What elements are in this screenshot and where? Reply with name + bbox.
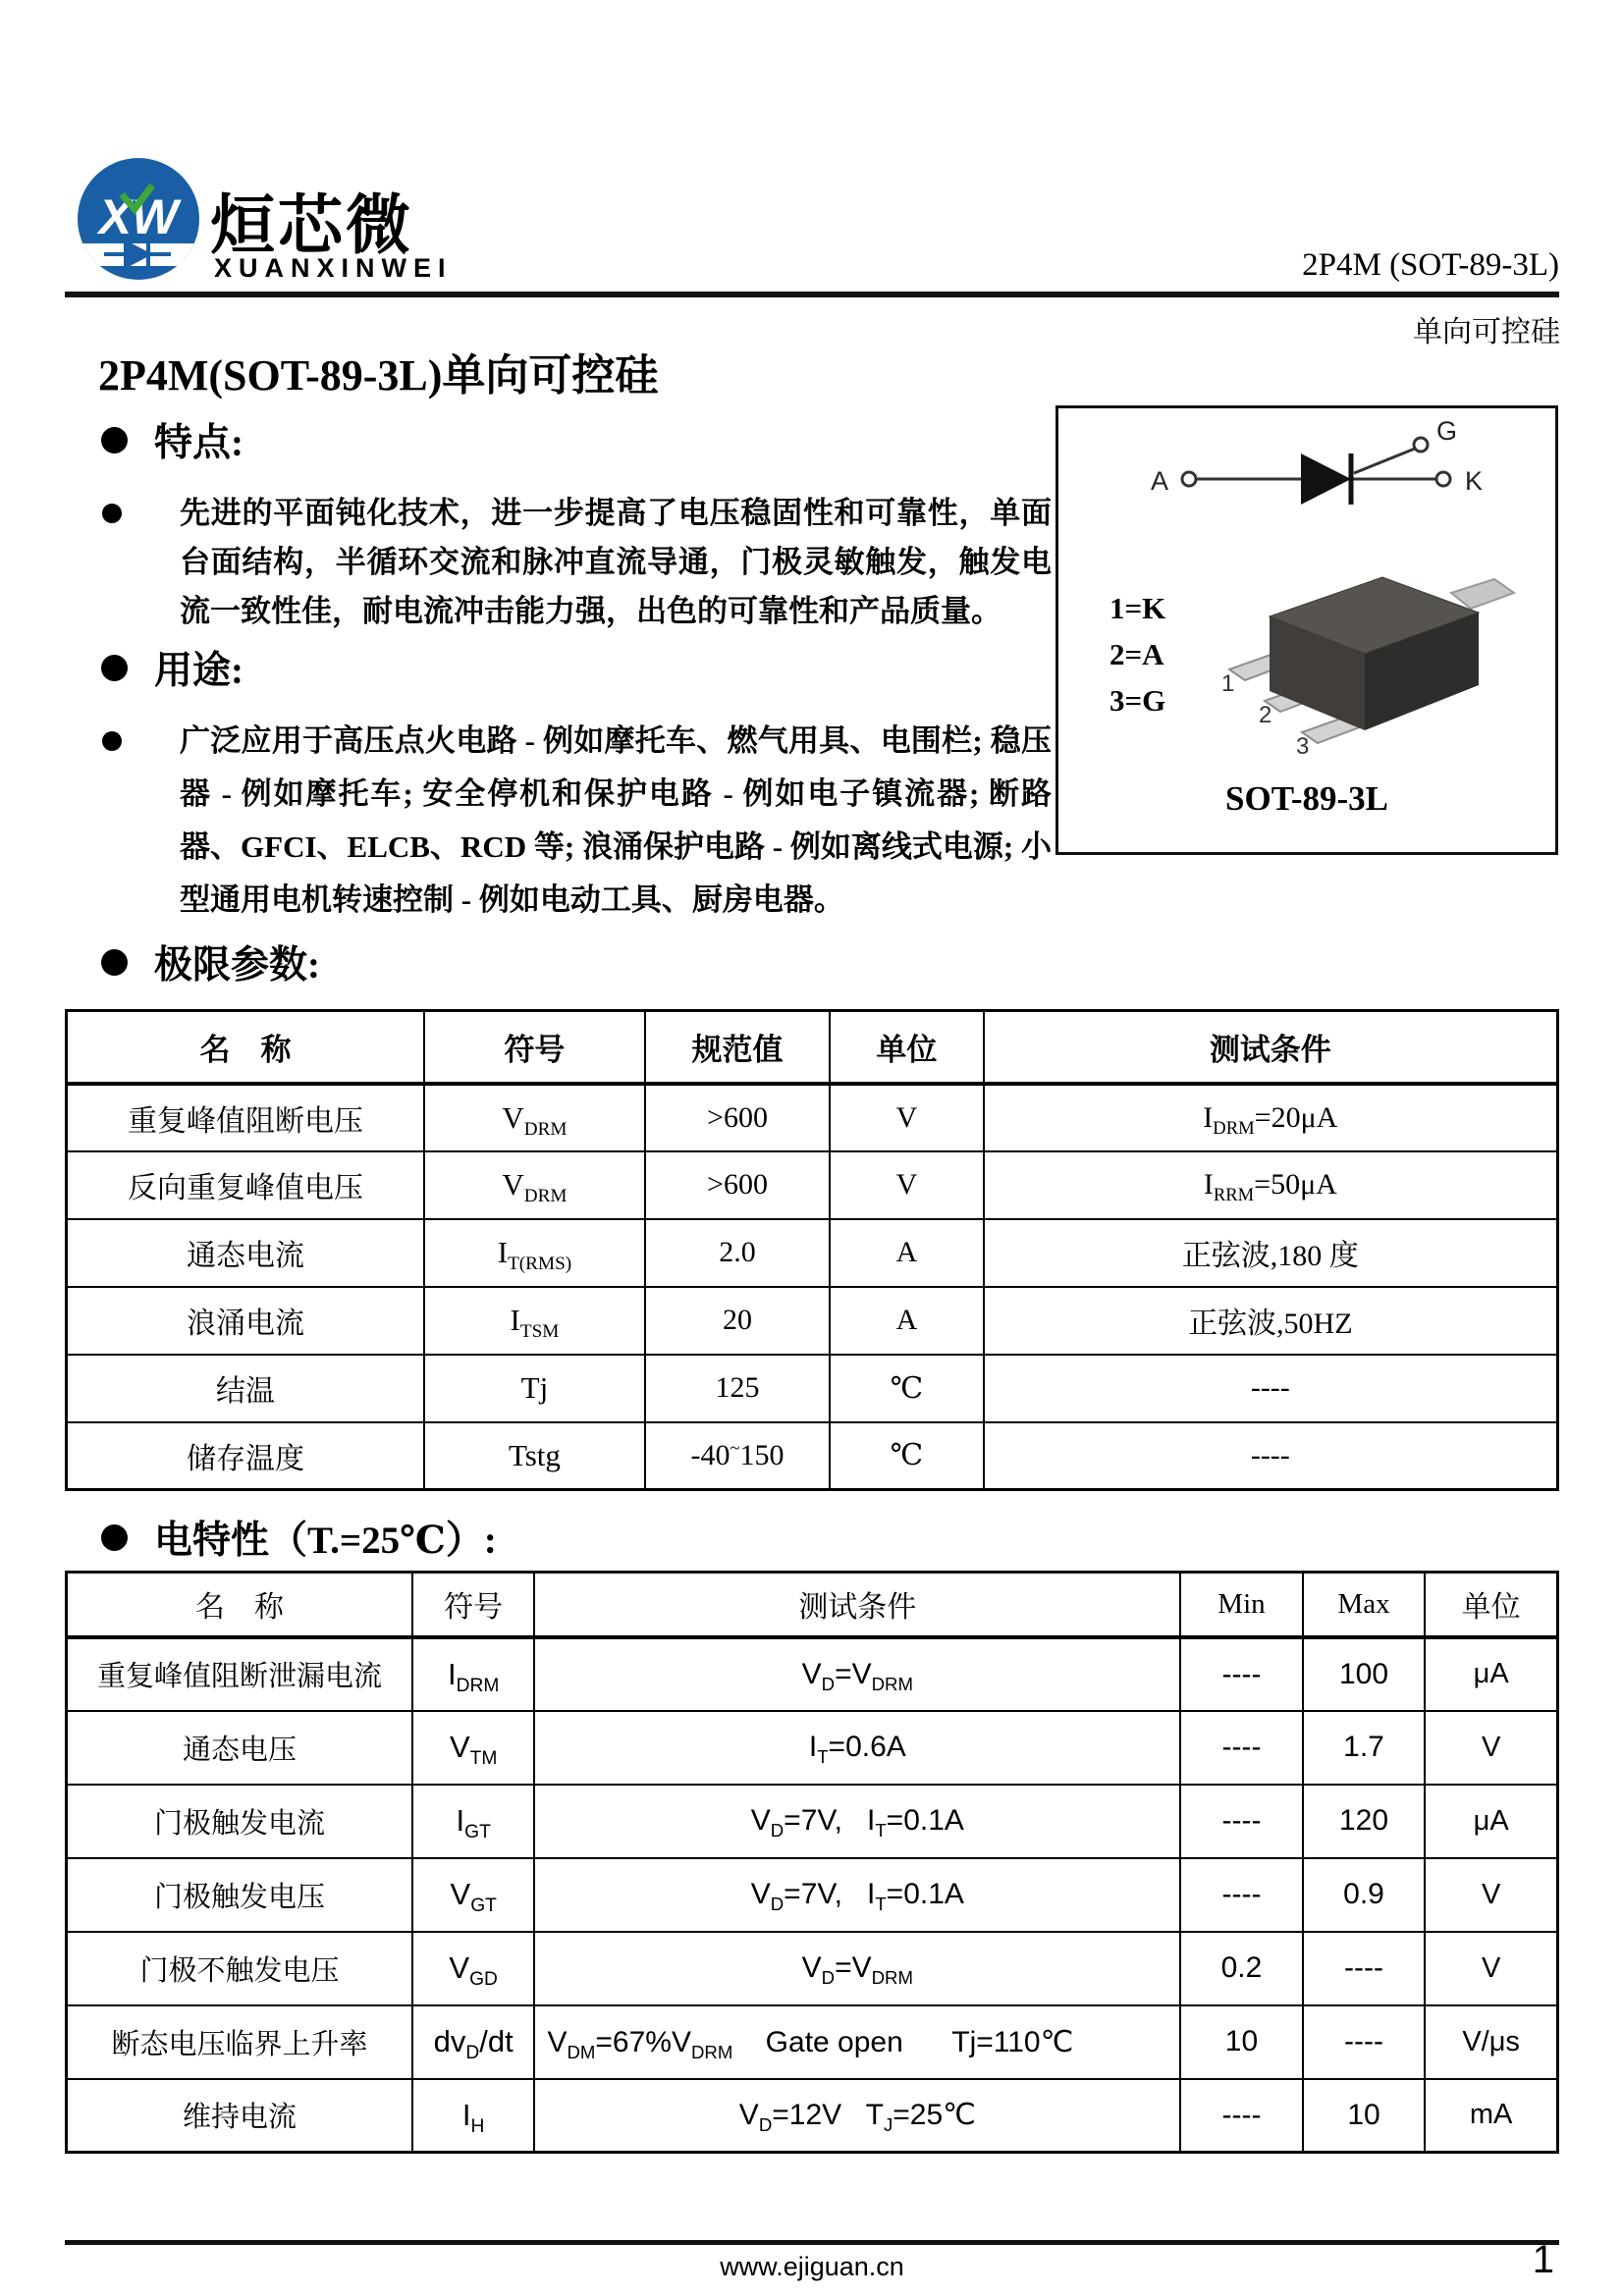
table-header-row bbox=[67, 1573, 1558, 1637]
cell-unit: A bbox=[830, 1287, 983, 1355]
cell-condition: $I_{RRM}=50\mu A$ bbox=[984, 1151, 1558, 1219]
applications-heading bbox=[101, 640, 243, 695]
bullet-icon bbox=[101, 655, 128, 681]
footer-divider bbox=[65, 2240, 1559, 2245]
company-logo bbox=[77, 155, 204, 287]
col-header-unit: 单位 bbox=[830, 1011, 983, 1084]
cell-min: ---- bbox=[1180, 1858, 1303, 1932]
cathode-label: K bbox=[1465, 466, 1484, 496]
table-row bbox=[67, 1287, 1558, 1355]
cell-name: 门极不触发电压 bbox=[67, 1932, 412, 2005]
col-header-max: Max bbox=[1303, 1573, 1426, 1637]
cell-unit: mA bbox=[1425, 2079, 1557, 2153]
anode-label: A bbox=[1150, 466, 1168, 496]
pin3-number: 3 bbox=[1296, 733, 1310, 760]
cell-name: 浪涌电流 bbox=[67, 1287, 425, 1355]
sot89-package-drawing bbox=[1221, 577, 1514, 760]
cell-max: 100 bbox=[1303, 1637, 1426, 1711]
cell-unit: μA bbox=[1425, 1785, 1557, 1858]
cell-min: ---- bbox=[1180, 2079, 1303, 2153]
cell-symbol: $I_{GT}$ bbox=[412, 1785, 535, 1858]
cell-min: 10 bbox=[1180, 2005, 1303, 2079]
cell-name: 重复峰值阻断泄漏电流 bbox=[67, 1637, 412, 1711]
col-header-value: 规范值 bbox=[645, 1011, 830, 1084]
table-row bbox=[67, 2005, 1558, 2079]
cell-name: 断态电压临界上升率 bbox=[67, 2005, 412, 2079]
col-header-symbol: 符号 bbox=[424, 1011, 645, 1084]
bullet-icon bbox=[101, 1524, 128, 1551]
table-row bbox=[67, 1422, 1558, 1490]
cell-condition: $I_{DRM}=20\mu A$ bbox=[984, 1084, 1558, 1151]
cell-condition: 正弦波,180 度 bbox=[984, 1219, 1558, 1287]
features-heading bbox=[101, 412, 243, 467]
brand-name-cn: 烜芯微 bbox=[210, 188, 413, 261]
col-header-condition: 测试条件 bbox=[534, 1573, 1180, 1637]
electrical-table bbox=[65, 1571, 1559, 2154]
cell-name: 储存温度 bbox=[67, 1422, 425, 1490]
cell-condition: ---- bbox=[984, 1422, 1558, 1490]
cell-name: 通态电压 bbox=[67, 1711, 412, 1785]
cell-condition: 正弦波,50HZ bbox=[984, 1287, 1558, 1355]
applications-heading-label: 用途: bbox=[154, 650, 243, 692]
bullet-icon bbox=[102, 731, 122, 751]
cell-unit: V/μs bbox=[1425, 2005, 1557, 2079]
cell-condition: $V_D=V_{DRM}$ bbox=[534, 1637, 1180, 1711]
cell-unit: V bbox=[1425, 1711, 1557, 1785]
cell-unit: V bbox=[1425, 1932, 1557, 2005]
footer-website: www.ejiguan.cn bbox=[720, 2252, 904, 2281]
cell-condition: ---- bbox=[984, 1355, 1558, 1422]
table-row bbox=[67, 1637, 1558, 1711]
cell-symbol: $I_{T(RMS)}$ bbox=[424, 1219, 645, 1287]
cell-value: >600 bbox=[645, 1151, 830, 1219]
pin-map bbox=[1109, 585, 1165, 723]
cell-max: 0.9 bbox=[1303, 1858, 1426, 1932]
cell-max: ---- bbox=[1303, 1932, 1426, 2005]
part-number: 2P4M (SOT-89-3L) bbox=[1302, 247, 1559, 283]
cell-min: ---- bbox=[1180, 1785, 1303, 1858]
cell-value: 2.0 bbox=[645, 1219, 830, 1287]
cell-symbol: $V_{DRM}$ bbox=[424, 1084, 645, 1151]
col-header-unit: 单位 bbox=[1425, 1573, 1557, 1637]
ratings-heading-label: 极限参数: bbox=[154, 944, 320, 987]
bullet-icon bbox=[101, 949, 128, 976]
features-text: 先进的平面钝化技术，进一步提高了电压稳固性和可靠性，单面台面结构，半循环交流和脉冲直流导通，门极灵敏触发，触发电流一致性佳，耐电流冲击能力强，出色的可靠性和产品质量。 bbox=[180, 496, 1052, 628]
table-row bbox=[67, 1219, 1558, 1287]
table-row bbox=[67, 1858, 1558, 1932]
col-header-condition: 测试条件 bbox=[984, 1011, 1558, 1084]
cell-min: ---- bbox=[1180, 1711, 1303, 1785]
cell-unit: ℃ bbox=[830, 1422, 983, 1490]
applications-text: 广泛应用于高压点火电路 - 例如摩托车、燃气用具、电围栏; 稳压器 - 例如摩托车; 安全停机和保护电路 - 例如电子镇流器; 断路器、GFCI、ELCB、RCD 等; 浪涌保护电路 - 例如离线式电源; 小型通用电机转速控制 - 例如电动工具、厨房电器。 bbox=[180, 723, 1052, 917]
col-header-name: 名 称 bbox=[67, 1011, 425, 1084]
table-row bbox=[67, 1084, 1558, 1151]
col-header-symbol: 符号 bbox=[412, 1573, 535, 1637]
features-heading-label: 特点: bbox=[154, 422, 243, 464]
cell-name: 维持电流 bbox=[67, 2079, 412, 2153]
ratings-heading bbox=[101, 934, 320, 989]
bullet-icon bbox=[102, 504, 122, 523]
cell-condition: $V_D=7V$, $I_T=0.1A$ bbox=[534, 1858, 1180, 1932]
cell-symbol: Tj bbox=[424, 1355, 645, 1422]
table-row bbox=[67, 1355, 1558, 1422]
pin2-number: 2 bbox=[1259, 702, 1272, 728]
pin1-number: 1 bbox=[1221, 670, 1235, 697]
cell-value: -40~150 bbox=[645, 1422, 830, 1490]
cell-symbol: $V_{TM}$ bbox=[412, 1711, 535, 1785]
cell-symbol: $V_{GT}$ bbox=[412, 1858, 535, 1932]
table-header-row bbox=[67, 1011, 1558, 1084]
cell-name: 反向重复峰值电压 bbox=[67, 1151, 425, 1219]
cell-name: 重复峰值阻断电压 bbox=[67, 1084, 425, 1151]
pin-map-entry: 2=A bbox=[1109, 637, 1164, 671]
cell-unit: ℃ bbox=[830, 1355, 983, 1422]
cell-value: >600 bbox=[645, 1084, 830, 1151]
cell-name: 门极触发电流 bbox=[67, 1785, 412, 1858]
cell-max: 1.7 bbox=[1303, 1711, 1426, 1785]
cell-unit: A bbox=[830, 1219, 983, 1287]
cell-unit: V bbox=[830, 1084, 983, 1151]
logo-mark-icon bbox=[77, 155, 204, 287]
cell-max: ---- bbox=[1303, 2005, 1426, 2079]
cell-unit: V bbox=[830, 1151, 983, 1219]
table-row bbox=[67, 2079, 1558, 2153]
cell-min: ---- bbox=[1180, 1637, 1303, 1711]
cell-condition: $V_D=7V$, $I_T=0.1A$ bbox=[534, 1785, 1180, 1858]
cell-value: 20 bbox=[645, 1287, 830, 1355]
cell-condition: $V_{DM}=67\%V_{DRM}$ Gate open Tj=110℃ bbox=[534, 2005, 1180, 2079]
header-divider bbox=[65, 292, 1559, 297]
cell-name: 通态电流 bbox=[67, 1219, 425, 1287]
electrical-heading bbox=[101, 1510, 497, 1565]
table-row bbox=[67, 1785, 1558, 1858]
cell-unit: V bbox=[1425, 1858, 1557, 1932]
brand-name-en: XUANXINWEI bbox=[214, 253, 453, 283]
logo-monogram: XW bbox=[98, 189, 179, 244]
pin-map-entry: 3=G bbox=[1109, 683, 1166, 718]
cell-symbol: $dv_D/dt$ bbox=[412, 2005, 535, 2079]
gate-label: G bbox=[1436, 416, 1458, 446]
table-row bbox=[67, 1932, 1558, 2005]
cell-name: 结温 bbox=[67, 1355, 425, 1422]
table-row bbox=[67, 1711, 1558, 1785]
cell-symbol: $I_{TSM}$ bbox=[424, 1287, 645, 1355]
scr-symbol-icon bbox=[1182, 438, 1450, 505]
cell-symbol: $I_{DRM}$ bbox=[412, 1637, 535, 1711]
package-diagram-box bbox=[1055, 405, 1558, 855]
cell-max: 120 bbox=[1303, 1785, 1426, 1858]
cell-condition: $V_D=12V$ $T_J=25℃$ bbox=[534, 2079, 1180, 2153]
device-type-label: 单向可控硅 bbox=[1413, 316, 1560, 348]
ratings-table bbox=[65, 1009, 1559, 1491]
bullet-icon bbox=[101, 427, 128, 454]
cell-min: 0.2 bbox=[1180, 1932, 1303, 2005]
cell-unit: μA bbox=[1425, 1637, 1557, 1711]
pin-map-entry: 1=K bbox=[1109, 591, 1166, 625]
cell-symbol: $V_{DRM}$ bbox=[424, 1151, 645, 1219]
cell-symbol: Tstg bbox=[424, 1422, 645, 1490]
cell-max: 10 bbox=[1303, 2079, 1426, 2153]
cell-value: 125 bbox=[645, 1355, 830, 1422]
cell-condition: $I_T=0.6A$ bbox=[534, 1711, 1180, 1785]
cell-name: 门极触发电压 bbox=[67, 1858, 412, 1932]
package-name: SOT-89-3L bbox=[1225, 779, 1388, 818]
page-title: 2P4M(SOT-89-3L)单向可控硅 bbox=[98, 351, 659, 400]
page-number: 1 bbox=[1532, 2238, 1554, 2281]
col-header-min: Min bbox=[1180, 1573, 1303, 1637]
cell-condition: $V_D=V_{DRM}$ bbox=[534, 1932, 1180, 2005]
table-row bbox=[67, 1151, 1558, 1219]
electrical-heading-label: 电特性（T.=25℃）: bbox=[154, 1520, 497, 1562]
cell-symbol: $V_{GD}$ bbox=[412, 1932, 535, 2005]
cell-symbol: $I_H$ bbox=[412, 2079, 535, 2153]
col-header-name: 名 称 bbox=[67, 1573, 412, 1637]
